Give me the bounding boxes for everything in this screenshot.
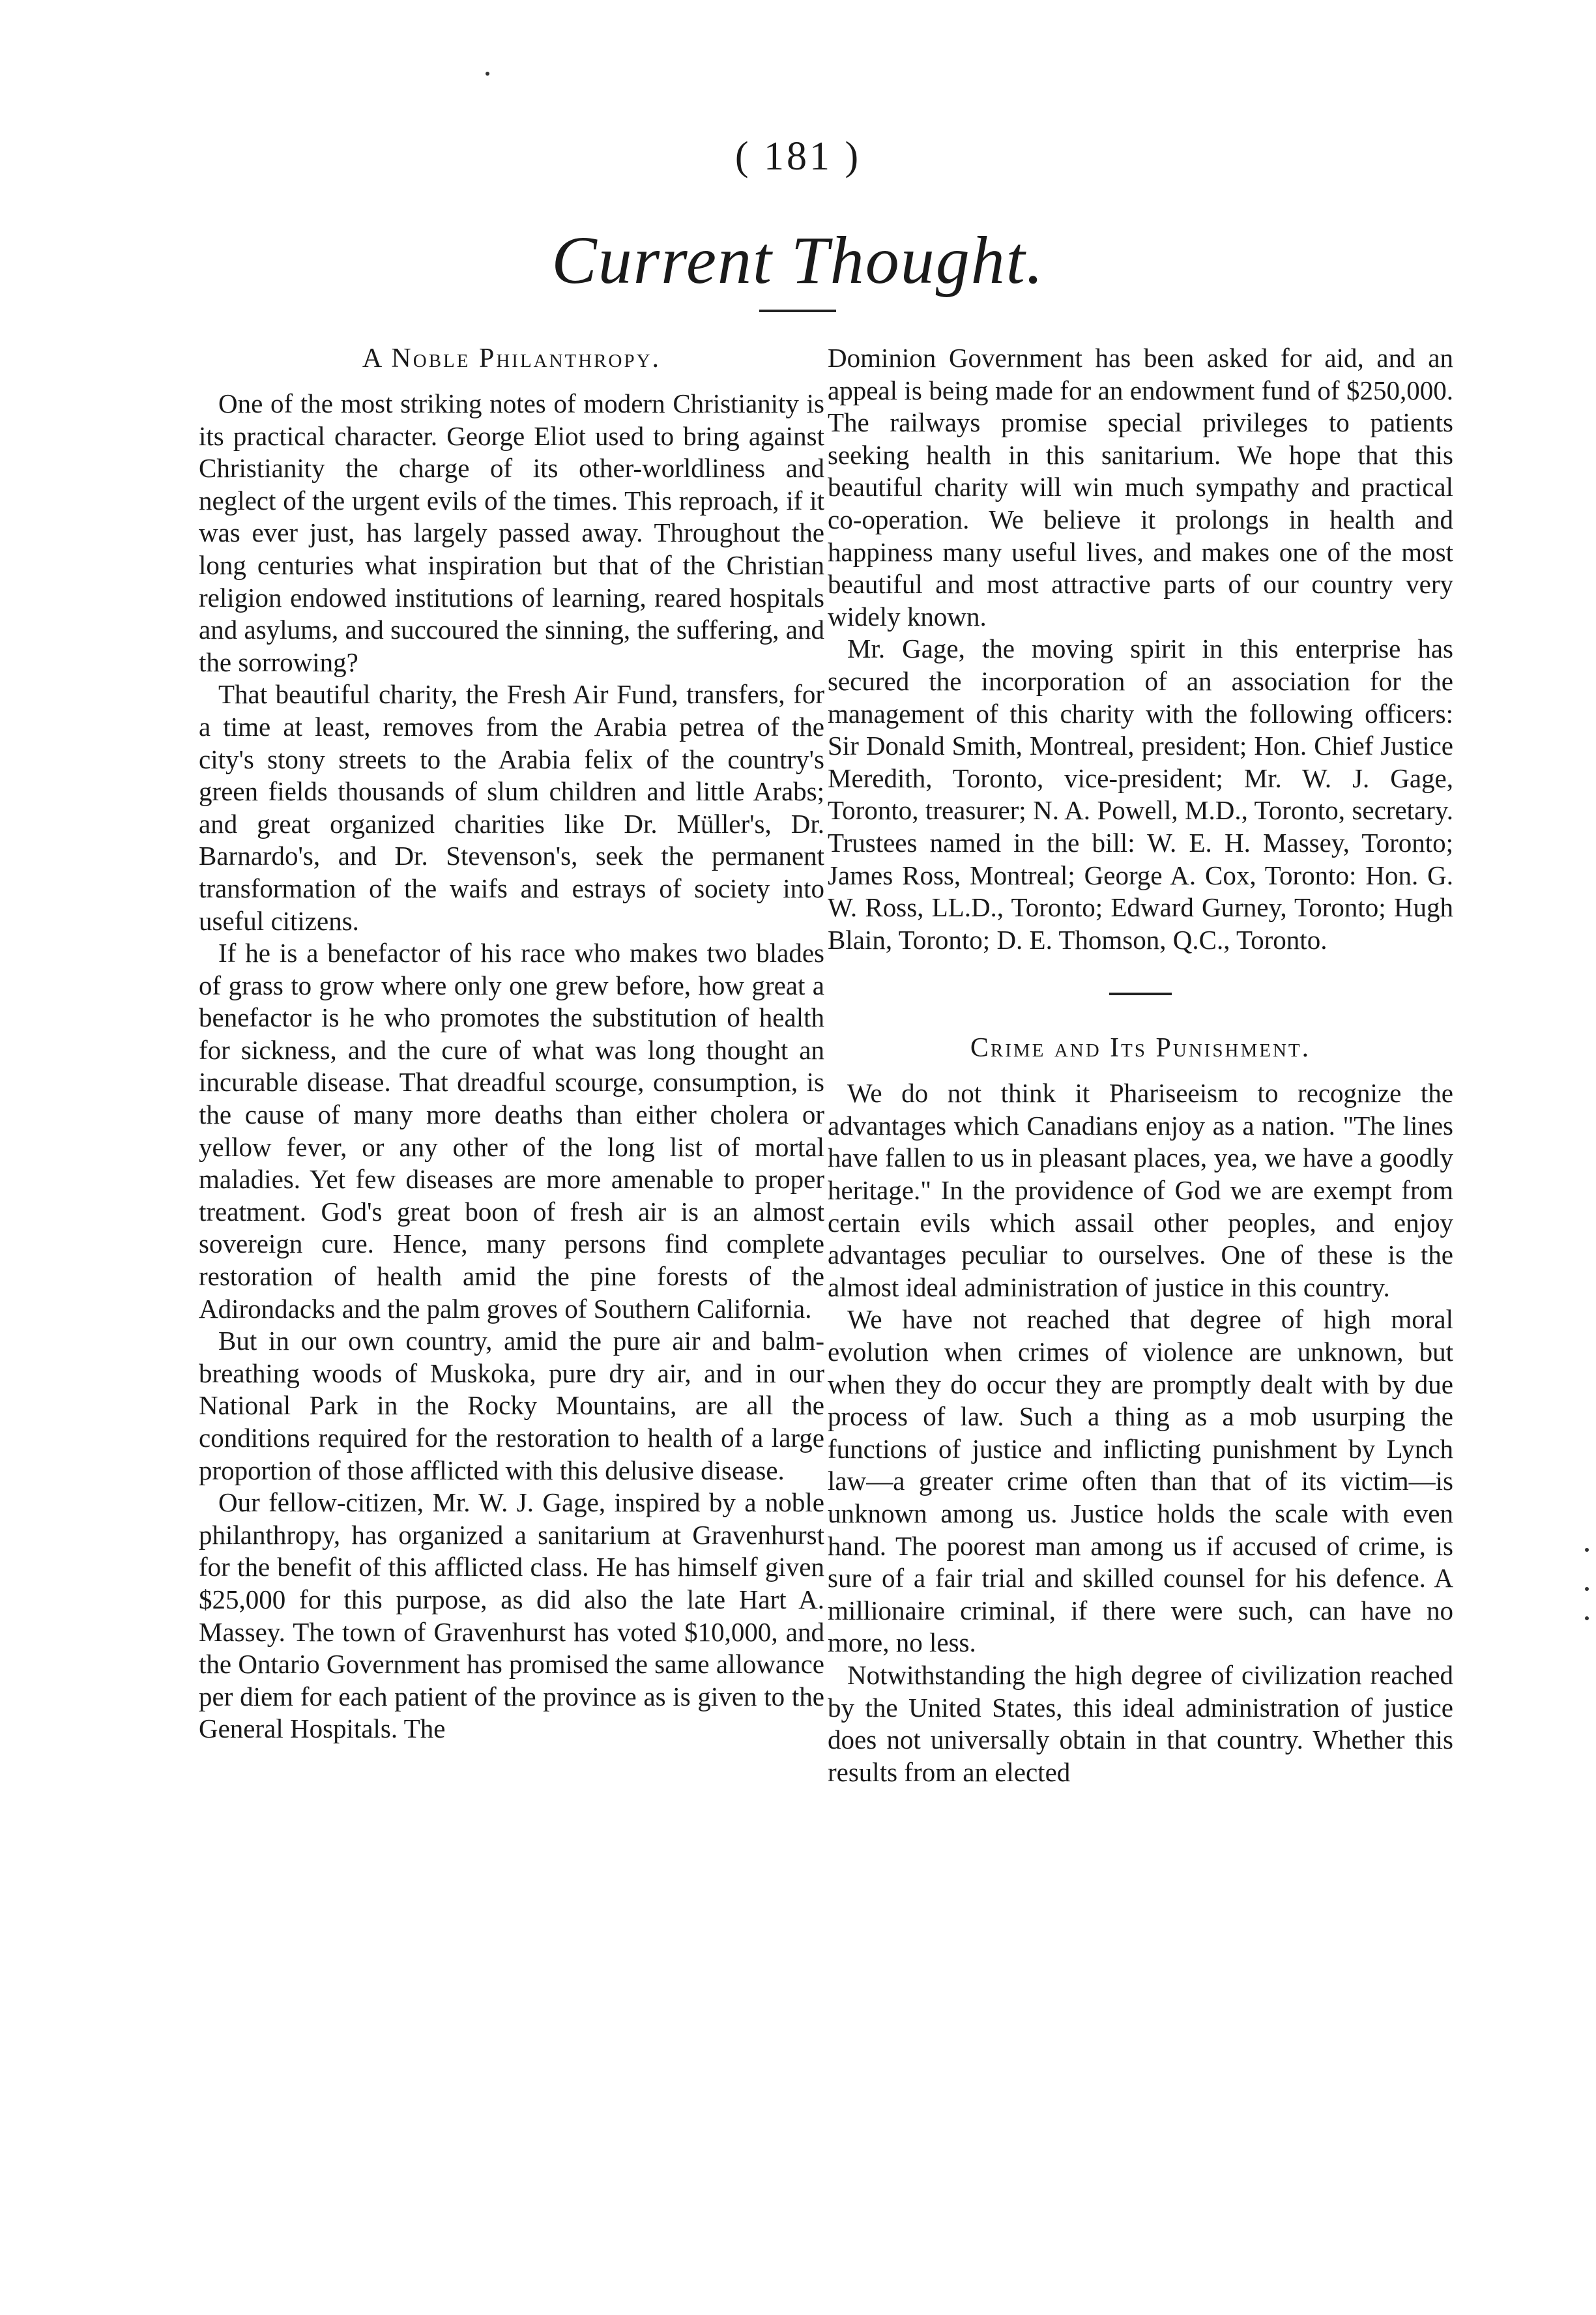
paragraph: Notwithstanding the high degree of civilization reached by the United States, this ideal administration of justice does not universally obtain in that country. Whether this results from an elected: [828, 1659, 1453, 1787]
article-heading-noble-philanthropy: A Noble Philanthropy.: [362, 343, 661, 373]
paragraph: Our fellow-citizen, Mr. W. J. Gage, inspired by a noble philanthropy, has organized a sanitarium at Gravenhurst for the benefit of this afflicted class. He has himself given $25,000 for this purpose, as did also the late Hart A. Massey. The town of Gravenhurst has voted $10,000, and the Ontario Government has promised the same allowance per diem for each patient of the province as is given to the General Hospitals. The: [199, 1487, 824, 1744]
paragraph: We have not reached that degree of high moral evolution when crimes of violence are unknown, but when they do occur they are promptly dealt with by due process of law. Such a thing as a mob usurping the functions of justice and inflicting punishment by Lynch law—a greater crime often than that of its victim—is unknown among us. Justice holds the scale with even hand. The poorest man among us if accused of crime, is sure of a fair trial and skilled counsel for his defence. A millionaire criminal, if there were such, can have no more, no less.: [828, 1304, 1453, 1658]
print-speck: [1585, 1616, 1589, 1620]
paragraph: That beautiful charity, the Fresh Air Fund, transfers, for a time at least, removes from the Arabia petrea of the city's stony streets to the Arabia felix of the country's green fields thousands of slum children and little Arabs; and great organized charities like Dr. Müller's, Dr. Barnardo's, and Dr. Stevenson's, seek the permanent transformation of the waifs and estrays of society into useful citizens.: [199, 679, 824, 936]
paragraph: Mr. Gage, the moving spirit in this enterprise has secured the incorporation of an association for the management of this charity with the following officers: Sir Donald Smith, Montreal, president; Hon. Chief Justice Meredith, Toronto, vice-president; Mr. W. J. Gage, Toronto, treasurer; N. A. Powell, M.D., Toronto, secretary. Trustees named in the bill: W. E. H. Massey, Toronto; James Ross, Montreal; George A. Cox, Toronto: Hon. G. W. Ross, LL.D., Toronto; Edward Gurney, Toronto; Hugh Blain, Toronto; D. E. Thomson, Q.C., Toronto.: [828, 633, 1453, 955]
print-speck: [486, 72, 489, 76]
paragraph: We do not think it Phariseeism to recognize the advantages which Canadians enjoy as a nation. "The lines have fallen to us in pleasant places, yea, we have a goodly heritage." In the providence of God we are exempt from certain evils which assail other peoples, and enjoy advantages peculiar to ourselves. One of these is the almost ideal administration of justice in this country.: [828, 1078, 1453, 1302]
print-speck: [1585, 1548, 1589, 1552]
title-divider: [759, 310, 836, 312]
article-body: [828, 342, 1453, 956]
article-heading-crime-punishment: Crime and Its Punishment.: [970, 1033, 1311, 1064]
paragraph: One of the most striking notes of modern Christianity is its practical character. George Eliot used to bring against Christianity the charge of its other-worldliness and neglect of the urgent evils of the times. This reproach, if it was ever just, has largely passed away. Throughout the long centuries what inspiration but that of the Christian religion endowed institutions of learning, reared hospitals and asylums, and succoured the sinning, the suffering, and the sorrowing?: [199, 388, 824, 677]
paragraph: But in our own country, amid the pure air and balm-breathing woods of Muskoka, pure dry air, and in our National Park in the Rocky Mountains, are all the conditions required for the restoration to health of a large proportion of those afflicted with this delusive disease.: [199, 1326, 824, 1485]
paragraph: Dominion Government has been asked for aid, and an appeal is being made for an endowment fund of $250,000. The railways promise special privileges to patients seeking health in this sanitarium. We hope that this beautiful charity will win much sympathy and practical co-operation. We believe it prolongs in health and happiness many useful lives, and makes one of the most beautiful and most attractive parts of our country very widely known.: [828, 343, 1453, 632]
print-speck: [1585, 1587, 1589, 1591]
right-column: [828, 342, 1453, 1788]
section-title: Current Thought.: [551, 223, 1045, 298]
article-divider: [1109, 993, 1172, 995]
left-column: [199, 342, 824, 1745]
paragraph: If he is a benefactor of his race who makes two blades of grass to grow where only one grew before, how great a benefactor is he who promotes the substitution of health for sickness, and the cure of what was long thought an incurable disease. That dreadful scourge, consumption, is the cause of many more deaths than either cholera or yellow fever, or any other of the long list of mortal maladies. Yet few diseases are more amenable to proper treatment. God's great boon of fresh air is an almost sovereign cure. Hence, many persons find complete restoration of health amid the pine forests of the Adirondacks and the palm groves of Southern California.: [199, 938, 824, 1324]
page-number: ( 181 ): [734, 134, 862, 179]
